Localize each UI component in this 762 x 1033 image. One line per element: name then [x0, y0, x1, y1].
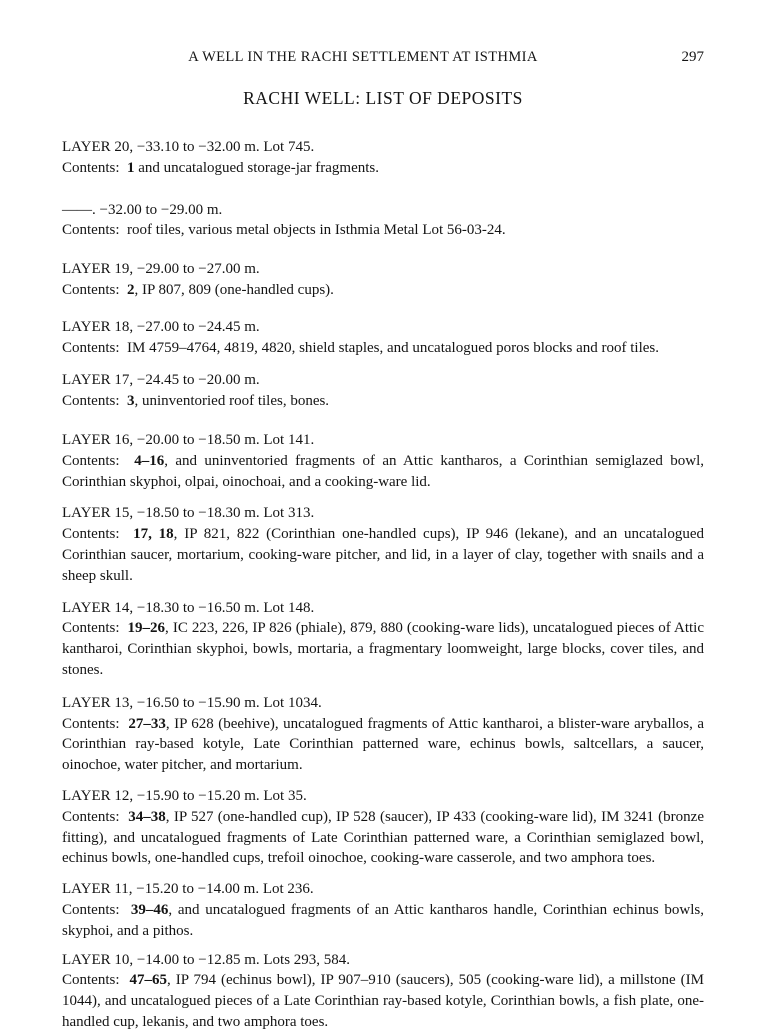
contents-text: , uninventoried roof tiles, bones. — [134, 393, 330, 410]
contents-text: , IP 794 (echinus bowl), IP 907–910 (saucers), 505 (cooking-ware lid), a millstone (IM 1044), and uncatalogued pieces of a Late Corinthian ray-based kotyle, Corinthian bowls, a fish plate, one-handled cup, lekanis, and two amphora toes. — [62, 972, 704, 1030]
contents-text: Contents: — [62, 452, 135, 469]
layer-heading: LAYER 11, −15.20 to −14.00 m. Lot 236. — [62, 881, 314, 898]
layer-contents — [62, 391, 704, 412]
page-number: 297 — [681, 49, 704, 65]
layer-heading: ——. −32.00 to −29.00 m. — [62, 201, 223, 218]
contents-text: and uncatalogued storage-jar fragments. — [134, 159, 379, 176]
text-column — [62, 0, 704, 1033]
catalogue-number: 27–33 — [128, 715, 166, 732]
page-title: RACHI WELL: LIST OF DEPOSITS — [243, 88, 523, 108]
deposit-list — [62, 137, 704, 1033]
contents-text: , IP 628 (beehive), uncatalogued fragments of Attic kantharoi, a blister-ware aryballos, a Corinthian ray-based kotyle, Late Corinthian patterned ware, echinus bowls, saltcellars, a saucer, oinochoe, water pitcher, and mortarium. — [62, 715, 704, 774]
contents-text: , IP 527 (one-handled cup), IP 528 (saucer), IP 433 (cooking-ware lid), IM 3241 (bronze fitting), and uncatalogued fragments of Late Corinthian patterned ware, a Corinthian semiglazed bowl, echinus bowls, one-handled cups, trefoil oinochoe, cooking-ware casserole, and two amphora toes. — [62, 808, 704, 867]
catalogue-number: 34–38 — [128, 808, 166, 825]
layer-contents — [62, 158, 704, 179]
contents-text: Contents: — [62, 526, 134, 543]
contents-text: Contents: — [62, 715, 129, 732]
deposit-entry — [62, 879, 704, 941]
layer-contents — [62, 220, 704, 241]
contents-text: Contents: — [62, 901, 131, 918]
catalogue-number: 1 — [127, 159, 135, 176]
contents-text: Contents: — [62, 393, 128, 410]
running-head — [62, 48, 704, 66]
layer-contents — [62, 280, 704, 301]
contents-text: , IP 821, 822 (Corinthian one-handled cups), IP 946 (lekane), and an uncatalogued Corinthian saucer, mortarium, cooking-ware pitcher, and lid, in a layer of clay, together with snails and a sheep skull. — [62, 526, 705, 584]
contents-text: Contents: — [62, 808, 129, 825]
layer-heading: LAYER 13, −16.50 to −15.90 m. Lot 1034. — [62, 694, 322, 711]
contents-text: , and uninventoried fragments of an Attic kantharos, a Corinthian semiglazed bowl, Corinthian skyphoi, olpai, oinochoai, and a cooking-ware lid. — [62, 452, 704, 490]
layer-heading: LAYER 10, −14.00 to −12.85 m. Lots 293, 584. — [62, 951, 351, 968]
deposit-entry — [62, 693, 704, 776]
contents-text: Contents: roof tiles, various metal objects in Isthmia Metal Lot 56-03-24. — [62, 222, 506, 239]
deposit-entry — [62, 786, 704, 869]
contents-text: Contents: — [62, 620, 128, 637]
catalogue-number: 4–16 — [134, 452, 165, 469]
layer-heading: LAYER 14, −18.30 to −16.50 m. Lot 148. — [62, 599, 315, 616]
catalogue-number: 39–46 — [130, 901, 169, 918]
contents-text: Contents: — [62, 159, 128, 176]
layer-heading: LAYER 12, −15.90 to −15.20 m. Lot 35. — [62, 787, 307, 804]
layer-heading: LAYER 16, −20.00 to −18.50 m. Lot 141. — [62, 431, 315, 448]
layer-heading: LAYER 19, −29.00 to −27.00 m. — [62, 261, 260, 278]
layer-contents — [62, 338, 704, 359]
deposit-entry — [62, 317, 704, 359]
running-header-title: A WELL IN THE RACHI SETTLEMENT AT ISTHMIA — [188, 49, 538, 65]
layer-heading: LAYER 17, −24.45 to −20.00 m. — [62, 372, 260, 389]
deposit-entry — [62, 950, 704, 1033]
contents-text: , and uncatalogued fragments of an Attic kantharos handle, Corinthian echinus bowls, skyphoi, and a pithos. — [62, 901, 704, 939]
layer-heading: LAYER 20, −33.10 to −32.00 m. Lot 745. — [62, 139, 315, 155]
catalogue-number: 2 — [127, 281, 135, 298]
contents-text: , IP 807, 809 (one-handled cups). — [134, 281, 334, 298]
catalogue-number: 3 — [127, 393, 135, 410]
layer-contents — [62, 900, 704, 942]
layer-contents — [62, 451, 704, 493]
deposit-entry — [62, 370, 704, 412]
layer-contents — [62, 807, 704, 869]
deposit-entry — [62, 200, 704, 242]
deposit-entry — [62, 430, 704, 492]
layer-contents — [62, 524, 704, 586]
layer-contents — [62, 714, 704, 776]
layer-contents — [62, 970, 704, 1032]
layer-heading: LAYER 15, −18.50 to −18.30 m. Lot 313. — [62, 505, 315, 522]
layer-contents — [62, 618, 704, 680]
contents-text: Contents: IM 4759–4764, 4819, 4820, shield staples, and uncatalogued poros blocks and roof tiles. — [62, 339, 660, 356]
deposit-entry — [62, 598, 704, 681]
catalogue-number: 17, 18 — [133, 526, 174, 543]
contents-text: Contents: — [62, 281, 128, 298]
deposit-entry — [62, 259, 704, 301]
contents-text: Contents: — [62, 972, 130, 989]
layer-heading: LAYER 18, −27.00 to −24.45 m. — [62, 318, 260, 335]
contents-text: , IC 223, 226, IP 826 (phiale), 879, 880 (cooking-ware lids), uncatalogued pieces of Attic kantharoi, Corinthian skyphoi, bowls, mortaria, a fragmentary loomweight, large blocks, cover tiles, and stones. — [62, 620, 704, 678]
deposit-entry — [62, 137, 704, 179]
catalogue-number: 47–65 — [129, 972, 167, 989]
deposit-entry — [62, 503, 704, 586]
catalogue-number: 19–26 — [127, 620, 166, 637]
